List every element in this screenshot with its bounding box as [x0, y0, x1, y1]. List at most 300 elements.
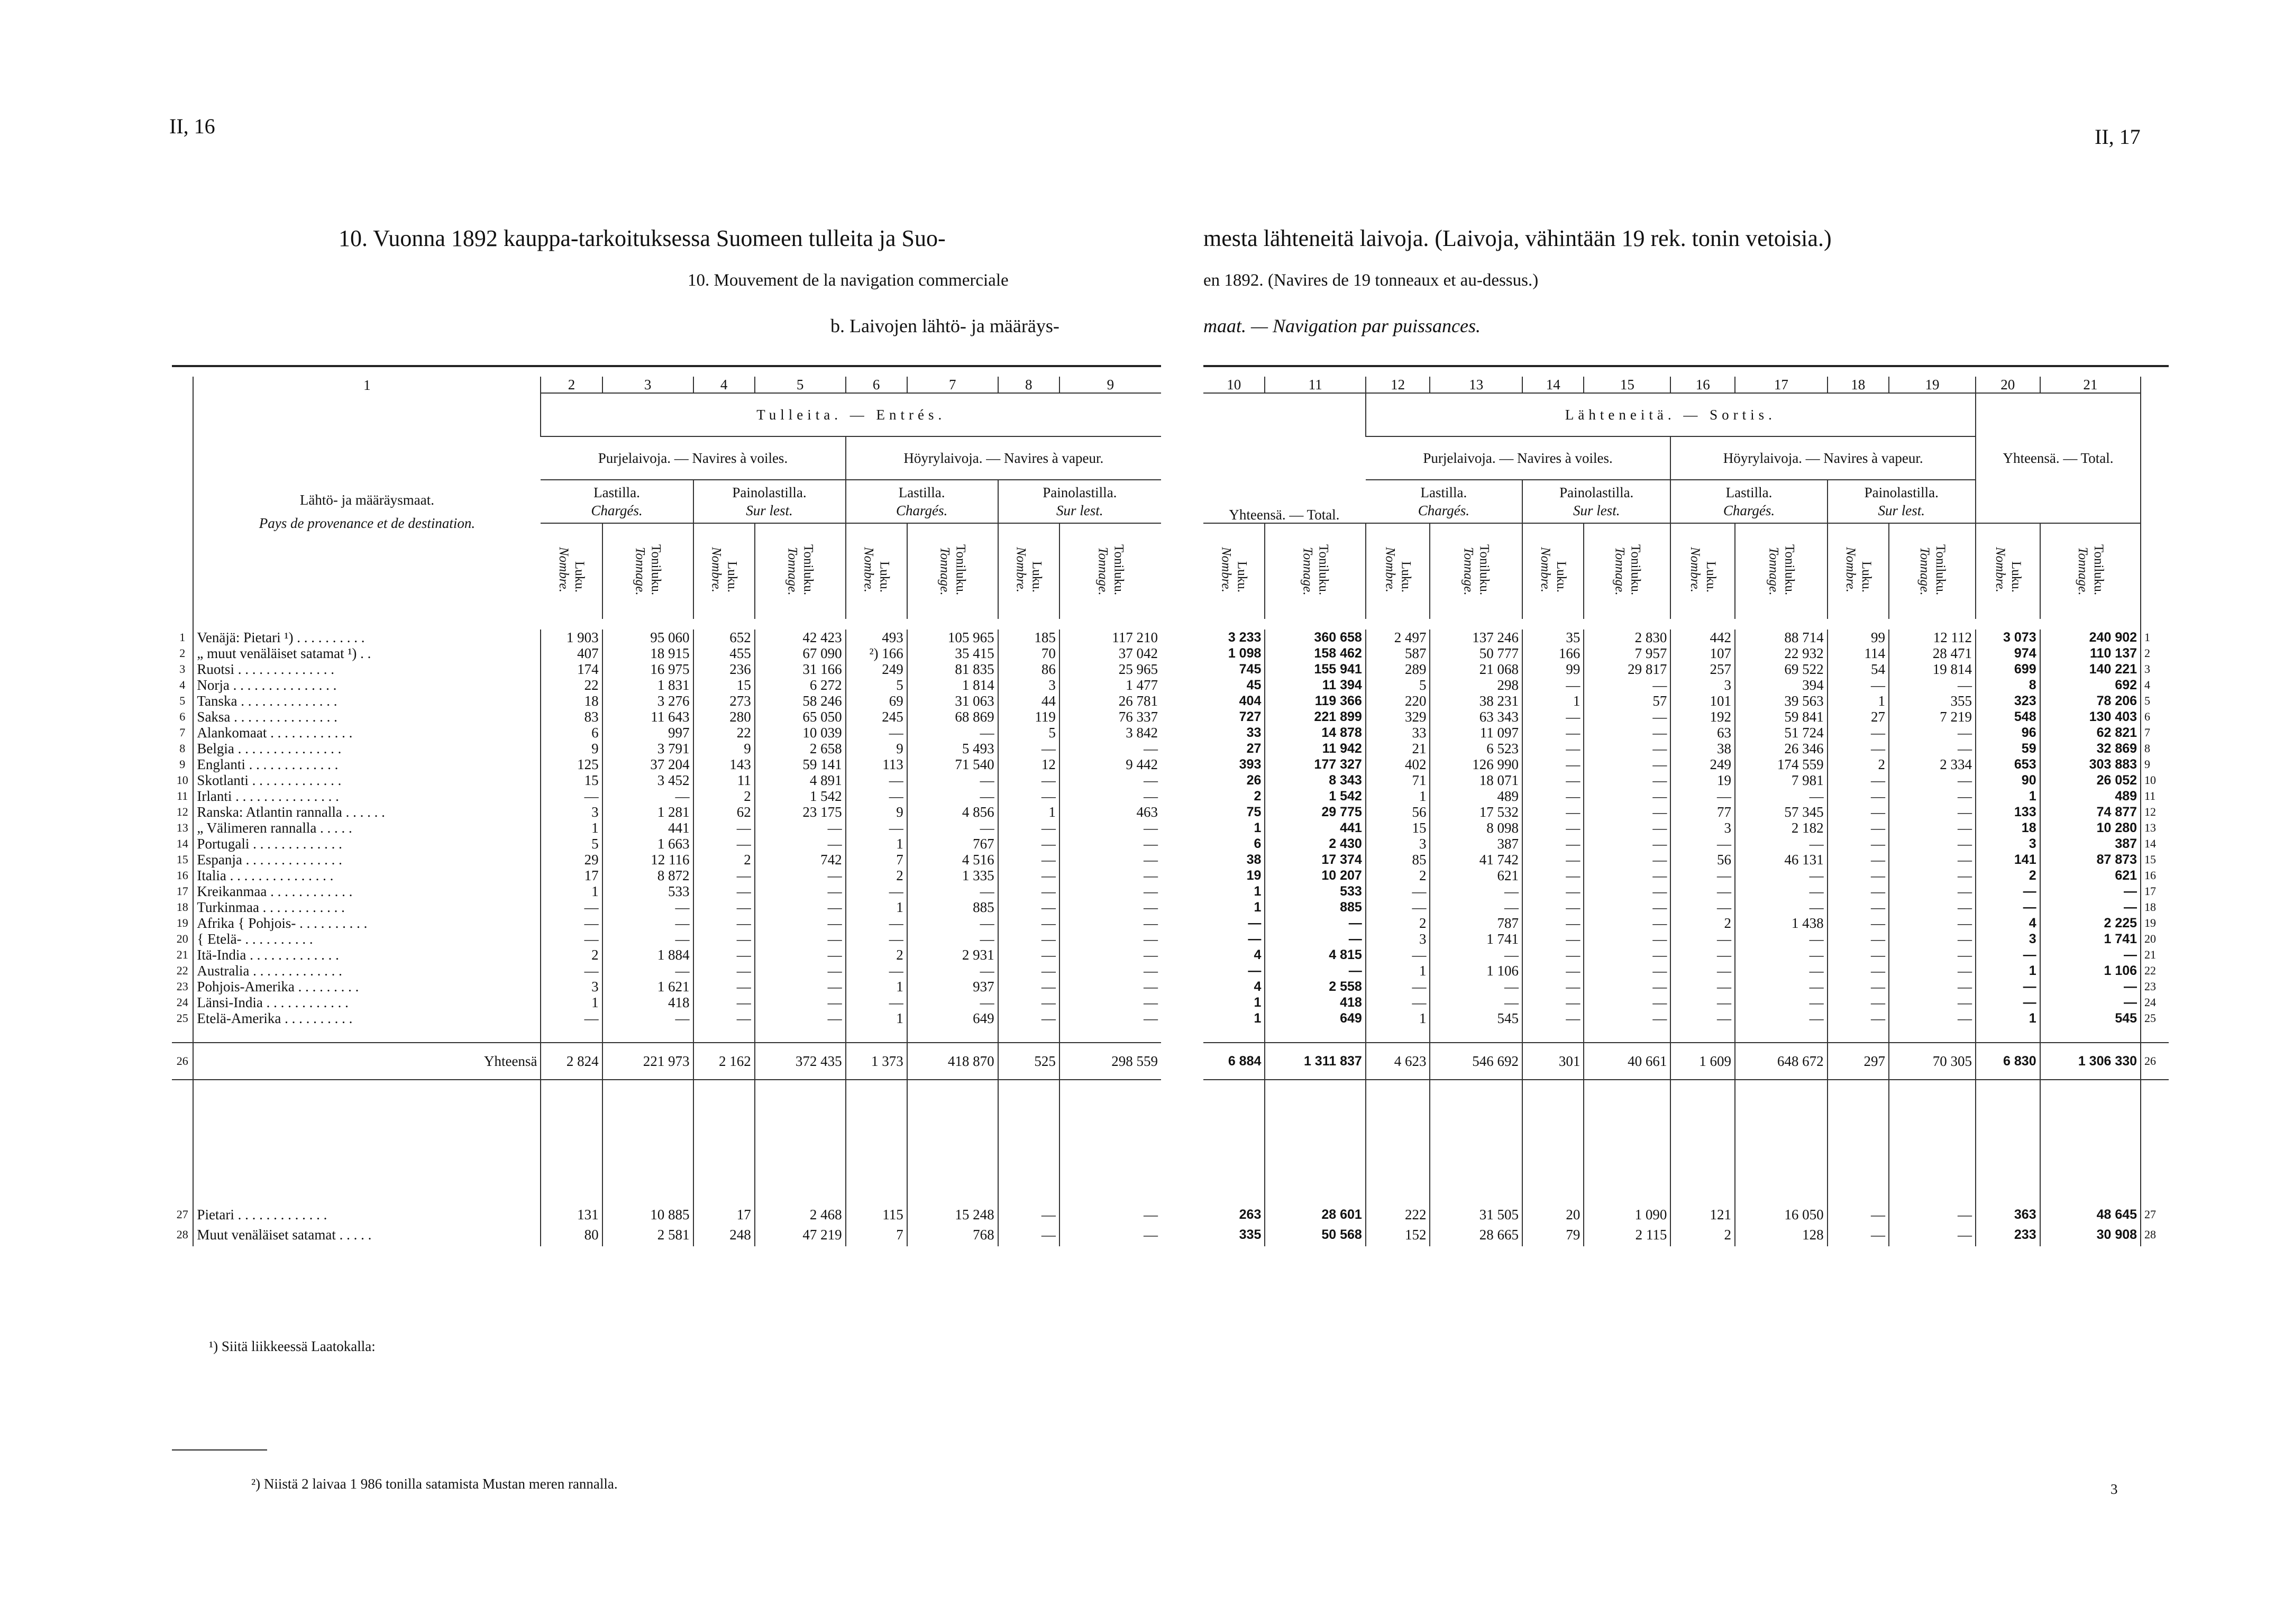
departure-value: 1 090 [1584, 1207, 1670, 1222]
arrival-value: — [1059, 1222, 1161, 1246]
departure-value: — [1889, 868, 1976, 883]
row-number: 27 [176, 1208, 188, 1221]
departure-value: 289 [1366, 661, 1430, 677]
arrival-value: 23 175 [755, 804, 846, 820]
arrival-value: 2 [846, 868, 907, 883]
row-number: 21 [176, 948, 188, 961]
departure-total: 26 052 [2040, 772, 2141, 788]
table-row [1203, 820, 2169, 836]
tons-header-fr: Tonnage. [1095, 546, 1110, 596]
table-row [172, 1207, 1161, 1222]
table-row [172, 788, 1161, 804]
departure-total: — [1976, 979, 2040, 995]
arrival-value: — [998, 995, 1059, 1010]
table-row [172, 629, 1161, 645]
row-number: 26 [172, 1043, 193, 1080]
col-3: 3 [602, 377, 693, 393]
departure-value: — [1828, 868, 1889, 883]
arrival-value: — [755, 899, 846, 915]
table-row [172, 1010, 1161, 1026]
arrival-value: — [998, 899, 1059, 915]
arrival-total: 221 899 [1265, 709, 1365, 725]
departure-total: 974 [1976, 645, 2040, 661]
table-row [172, 756, 1161, 772]
count-header-fr: Nombre. [556, 547, 571, 592]
departure-value: 38 231 [1430, 693, 1522, 709]
departure-total: 233 [1976, 1222, 2040, 1246]
departure-value: 19 814 [1889, 661, 1976, 677]
ballast-label-fr: Sur lest. [746, 503, 793, 518]
arrival-value: — [998, 1207, 1059, 1222]
arrival-total: 2 558 [1265, 979, 1365, 995]
arrival-value: — [693, 899, 755, 915]
arrival-value: — [998, 931, 1059, 947]
departure-total: 62 821 [2040, 725, 2141, 741]
arrival-total: 27 [1246, 741, 1262, 756]
arrival-value: — [541, 931, 602, 947]
row-number: 2 [179, 646, 186, 660]
arrival-total: 158 462 [1265, 645, 1365, 661]
departure-value: — [1366, 947, 1430, 963]
row-number: 4 [2141, 677, 2169, 693]
departure-total: — [2040, 979, 2141, 995]
row-number: 28 [176, 1227, 188, 1241]
tons-header: Toniluku. [1782, 544, 1797, 596]
arrival-value: — [755, 868, 846, 883]
arrival-value: — [846, 883, 907, 899]
departure-value: — [1584, 772, 1670, 788]
departure-total: — [1976, 883, 2040, 899]
arrival-value: 1 903 [541, 629, 602, 645]
arrival-value: — [907, 788, 998, 804]
departure-value: — [1828, 788, 1889, 804]
table-row [1203, 852, 2169, 868]
departure-value: — [1584, 836, 1670, 852]
arrival-value: — [998, 915, 1059, 931]
row-number: 13 [2141, 820, 2169, 836]
row-number: 24 [176, 996, 188, 1009]
arrival-value: — [1059, 947, 1161, 963]
table-row [172, 868, 1161, 883]
arrival-total: 4 [1254, 947, 1262, 962]
departure-total: — [1976, 899, 2040, 915]
departure-value: 787 [1430, 915, 1522, 931]
arrival-total: 75 [1246, 805, 1262, 819]
arrival-value: 119 [998, 709, 1059, 725]
arrival-value: — [1059, 836, 1161, 852]
table-row [172, 915, 1161, 931]
departure-value: — [1889, 1010, 1976, 1026]
arrival-value: 407 [541, 645, 602, 661]
row-number: 5 [179, 694, 186, 707]
total-arrival-value: 372 435 [755, 1043, 846, 1080]
departure-value: — [1522, 963, 1584, 979]
count-header: Luku. [572, 561, 587, 592]
departure-value: — [1430, 899, 1522, 915]
arrival-value: 1 [846, 899, 907, 915]
top-rule-right [1203, 365, 2169, 367]
row-number: 12 [176, 805, 188, 818]
departure-value: 57 345 [1735, 804, 1828, 820]
departure-value: 7 957 [1584, 645, 1670, 661]
departure-total: 699 [1976, 661, 2040, 677]
tons-header-fr: Tonnage. [1461, 546, 1476, 596]
arrival-value: 29 [541, 852, 602, 868]
departure-value: 21 068 [1430, 661, 1522, 677]
arrival-total: 29 775 [1265, 804, 1365, 820]
departure-value: 11 097 [1430, 725, 1522, 741]
count-header: Luku. [1859, 561, 1874, 592]
arrival-value: — [846, 820, 907, 836]
col-11: 11 [1265, 377, 1365, 393]
arrival-value: 9 [541, 741, 602, 756]
departure-value: — [1670, 836, 1735, 852]
arrival-total: 26 [1246, 773, 1262, 788]
row-number: 8 [2141, 741, 2169, 756]
arrival-value: — [1059, 1010, 1161, 1026]
arrival-value: 76 337 [1059, 709, 1161, 725]
steam-header-right: Höyrylaivoja. — Navires à vapeur. [1670, 436, 1976, 480]
departures-header: Lähteneitä. — Sortis. [1366, 393, 1976, 436]
arrival-value: — [846, 995, 907, 1010]
departure-value: — [1584, 995, 1670, 1010]
row-number: 11 [177, 789, 188, 802]
row-number: 23 [176, 980, 188, 993]
arrival-total: 17 374 [1265, 852, 1365, 868]
arrival-value: 2 581 [602, 1222, 693, 1246]
arrival-value: 62 [693, 804, 755, 820]
departure-value: — [1828, 883, 1889, 899]
arrival-total: 50 568 [1265, 1222, 1365, 1246]
departure-total: 18 [1976, 820, 2040, 836]
arrival-value: — [998, 852, 1059, 868]
row-number: 22 [176, 964, 188, 977]
arrival-value: 1 281 [602, 804, 693, 820]
arrival-value: — [602, 931, 693, 947]
arrival-value: — [1059, 883, 1161, 899]
arrival-value: 997 [602, 725, 693, 741]
arrival-value: 15 248 [907, 1207, 998, 1222]
departure-total: 489 [2040, 788, 2141, 804]
total-departure-value: 301 [1522, 1043, 1584, 1080]
departure-value: — [1889, 804, 1976, 820]
arrival-total: 393 [1239, 757, 1262, 772]
departure-value: — [1828, 963, 1889, 979]
departure-total: 10 280 [2040, 820, 2141, 836]
departure-total: 110 137 [2040, 645, 2141, 661]
table-row [1203, 709, 2169, 725]
sail-header-left: Purjelaivoja. — Navires à voiles. [541, 436, 845, 480]
departure-value: 50 777 [1430, 645, 1522, 661]
row-number: 16 [2141, 868, 2169, 883]
departure-value: 31 505 [1430, 1207, 1522, 1222]
arrival-value: — [541, 899, 602, 915]
departure-value: 1 [1522, 693, 1584, 709]
departure-value: — [1828, 947, 1889, 963]
departure-total: 90 [1976, 772, 2040, 788]
departure-value: — [1735, 995, 1828, 1010]
departure-value: 442 [1670, 629, 1735, 645]
departure-value: 257 [1670, 661, 1735, 677]
arrival-value: — [602, 963, 693, 979]
departure-value: — [1735, 947, 1828, 963]
arrival-total: — [1265, 915, 1365, 931]
arrival-value: — [693, 947, 755, 963]
total-row [172, 1043, 1161, 1080]
footnote-rule [172, 1449, 267, 1450]
departure-value: — [1828, 804, 1889, 820]
row-number: 9 [179, 758, 186, 771]
arrival-value: 1 [846, 979, 907, 995]
departure-value: 15 [1366, 820, 1430, 836]
tons-header-fr: Tonnage. [1766, 546, 1781, 596]
arrival-value: — [693, 995, 755, 1010]
departure-value: 545 [1430, 1010, 1522, 1026]
arrival-value: — [907, 963, 998, 979]
arrival-value: 3 [998, 677, 1059, 693]
ballast-label-fr: Sur lest. [1573, 503, 1620, 518]
departure-value: 152 [1366, 1222, 1430, 1246]
arrival-value: 71 540 [907, 756, 998, 772]
arrival-value: — [1059, 995, 1161, 1010]
departure-total: 59 [1976, 741, 2040, 756]
tons-header-fr: Tonnage. [633, 546, 647, 596]
departure-value: 2 182 [1735, 820, 1828, 836]
arrival-value: — [1059, 741, 1161, 756]
country-name: Belgia . . . . . . . . . . . . . . . [193, 741, 541, 756]
arrival-value: — [693, 1010, 755, 1026]
departure-total: 1 741 [2040, 931, 2141, 947]
departure-value: 18 071 [1430, 772, 1522, 788]
arrival-value: 58 246 [755, 693, 846, 709]
arrival-total: — [1265, 963, 1365, 979]
departure-value: 1 741 [1430, 931, 1522, 947]
total-header-right: Yhteensä. — Total. [1976, 393, 2141, 523]
arrival-value: — [693, 979, 755, 995]
grand-total-departures: 1 306 330 [2040, 1043, 2141, 1080]
departure-value: 2 [1670, 915, 1735, 931]
row-number: 27 [2141, 1207, 2169, 1222]
arrival-total: 11 942 [1265, 741, 1365, 756]
departure-value: — [1670, 868, 1735, 883]
table-row [1203, 899, 2169, 915]
arrival-value: 2 [693, 788, 755, 804]
departure-value: — [1584, 883, 1670, 899]
departure-value: — [1522, 899, 1584, 915]
arrival-value: — [1059, 772, 1161, 788]
departure-value: — [1828, 995, 1889, 1010]
departure-value: 2 115 [1584, 1222, 1670, 1246]
total-arrival-value: 2 824 [541, 1043, 602, 1080]
departure-total: 74 877 [2040, 804, 2141, 820]
country-name: Länsi-India . . . . . . . . . . . . [193, 995, 541, 1010]
arrival-value: — [693, 915, 755, 931]
table-row [172, 1222, 1161, 1246]
departure-value: — [1584, 1010, 1670, 1026]
table-right [1203, 377, 2169, 1246]
row-number: 24 [2141, 995, 2169, 1010]
departure-value: — [1522, 804, 1584, 820]
arrival-value: 463 [1059, 804, 1161, 820]
departure-value: 621 [1430, 868, 1522, 883]
departure-value: 2 830 [1584, 629, 1670, 645]
row-number: 26 [2141, 1043, 2169, 1080]
total-departure-value: 70 305 [1889, 1043, 1976, 1080]
col-1: 1 [193, 377, 541, 393]
departure-value: — [1430, 947, 1522, 963]
arrival-total: 1 [1254, 884, 1262, 899]
departure-value: 329 [1366, 709, 1430, 725]
departure-value: — [1828, 741, 1889, 756]
table-row [172, 883, 1161, 899]
departure-total: 141 [1976, 852, 2040, 868]
arrival-value: 81 835 [907, 661, 998, 677]
ballast-label-fr: Sur lest. [1878, 503, 1925, 518]
departure-value: — [1670, 931, 1735, 947]
arrival-value: 18 [541, 693, 602, 709]
departure-total: 4 [1976, 915, 2040, 931]
total-departure-value: 1 609 [1670, 1043, 1735, 1080]
arrival-value: 493 [846, 629, 907, 645]
arrival-value: 7 [846, 852, 907, 868]
row-number: 4 [179, 678, 186, 691]
departure-value: 69 522 [1735, 661, 1828, 677]
departure-total: — [2040, 899, 2141, 915]
arrival-value: 15 [693, 677, 755, 693]
arrival-value: 652 [693, 629, 755, 645]
table-row [172, 645, 1161, 661]
count-header-fr: Nombre. [1538, 547, 1553, 592]
departure-value: 17 532 [1430, 804, 1522, 820]
arrival-value: 1 [998, 804, 1059, 820]
row-number: 13 [176, 821, 188, 834]
arrival-value: — [755, 979, 846, 995]
total-departure-value: 40 661 [1584, 1043, 1670, 1080]
arrival-value: 44 [998, 693, 1059, 709]
total-arrival-value: 2 162 [693, 1043, 755, 1080]
arrival-value: 4 856 [907, 804, 998, 820]
ballast-label: Painolastilla. [1864, 485, 1939, 500]
arrival-value: 42 423 [755, 629, 846, 645]
departure-value: — [1828, 979, 1889, 995]
departure-value: — [1584, 804, 1670, 820]
arrival-value: 115 [846, 1207, 907, 1222]
total-arrival-value: 1 373 [846, 1043, 907, 1080]
row-number: 18 [2141, 899, 2169, 915]
departure-value: — [1889, 963, 1976, 979]
row-number: 25 [2141, 1010, 2169, 1026]
arrival-value: 533 [602, 883, 693, 899]
tons-header: Toniluku. [1933, 544, 1948, 596]
arrival-value: 12 116 [602, 852, 693, 868]
table-row [172, 979, 1161, 995]
arrival-total: 649 [1265, 1010, 1365, 1026]
count-header: Luku. [1399, 561, 1413, 592]
total-label: Yhteensä [193, 1043, 541, 1080]
arrival-value: — [907, 820, 998, 836]
departure-value: — [1828, 1222, 1889, 1246]
departure-value: — [1889, 979, 1976, 995]
table-row [172, 963, 1161, 979]
tons-header-fr: Tonnage. [1612, 546, 1627, 596]
arrival-total: 1 098 [1228, 646, 1262, 661]
total-arrival-value: 221 973 [602, 1043, 693, 1080]
row-number: 14 [2141, 836, 2169, 852]
arrival-value: — [1059, 820, 1161, 836]
col-4: 4 [693, 377, 755, 393]
row-number: 17 [2141, 883, 2169, 899]
arrival-value: 280 [693, 709, 755, 725]
departure-total: 1 [1976, 963, 2040, 979]
row-number: 19 [176, 916, 188, 929]
departure-value: 1 106 [1430, 963, 1522, 979]
row-number: 12 [2141, 804, 2169, 820]
departure-value: — [1828, 677, 1889, 693]
departure-value: 79 [1522, 1222, 1584, 1246]
arrival-value: 249 [846, 661, 907, 677]
arrival-value: 18 915 [602, 645, 693, 661]
arrival-value: 83 [541, 709, 602, 725]
col-20: 20 [1976, 377, 2040, 393]
ballast-label: Painolastilla. [732, 485, 807, 500]
arrival-value: 131 [541, 1207, 602, 1222]
departure-value: — [1889, 899, 1976, 915]
arrival-value: 17 [693, 1207, 755, 1222]
arrival-value: 649 [907, 1010, 998, 1026]
departure-value: — [1584, 709, 1670, 725]
departure-value: — [1366, 979, 1430, 995]
table-row [1203, 1222, 2169, 1246]
sail-header-right: Purjelaivoja. — Navires à voiles. [1366, 436, 1671, 480]
table-row [172, 947, 1161, 963]
tons-header: Toniluku. [801, 544, 816, 596]
departure-value: 99 [1522, 661, 1584, 677]
departure-value: — [1735, 979, 1828, 995]
arrival-total: 727 [1239, 709, 1262, 724]
title-right: mesta lähteneitä laivoja. (Laivoja, vähintään 19 rek. tonin vetoisia.) [1203, 225, 1832, 251]
departure-total: — [2040, 883, 2141, 899]
total-arrival-value: 525 [998, 1043, 1059, 1080]
table-row [172, 677, 1161, 693]
departure-value: 71 [1366, 772, 1430, 788]
arrival-total: 119 366 [1265, 693, 1365, 709]
row-number: 7 [2141, 725, 2169, 741]
departure-value: 8 098 [1430, 820, 1522, 836]
country-header-fr: Pays de provenance et de destination. [259, 515, 476, 531]
arrival-value: — [998, 1222, 1059, 1246]
departure-value: — [1522, 756, 1584, 772]
arrival-total: 2 430 [1265, 836, 1365, 852]
country-name: Pohjois-Amerika . . . . . . . . . [193, 979, 541, 995]
departure-value: — [1889, 883, 1976, 899]
country-name: Australia . . . . . . . . . . . . . [193, 963, 541, 979]
total-departure-value: 648 672 [1735, 1043, 1828, 1080]
country-name: Alankomaat . . . . . . . . . . . . [193, 725, 541, 741]
table-row [1203, 788, 2169, 804]
arrival-value: 5 [846, 677, 907, 693]
loaded-label: Lastilla. [1420, 485, 1467, 500]
row-number: 6 [179, 710, 186, 723]
arrival-value: — [755, 1010, 846, 1026]
departure-value: 7 219 [1889, 709, 1976, 725]
tons-header-fr: Tonnage. [2075, 546, 2090, 596]
departure-value: 121 [1670, 1207, 1735, 1222]
arrival-value: 6 [541, 725, 602, 741]
departure-value: — [1670, 979, 1735, 995]
departure-value: — [1828, 852, 1889, 868]
arrival-value: 1 [541, 883, 602, 899]
departure-value: 137 246 [1430, 629, 1522, 645]
